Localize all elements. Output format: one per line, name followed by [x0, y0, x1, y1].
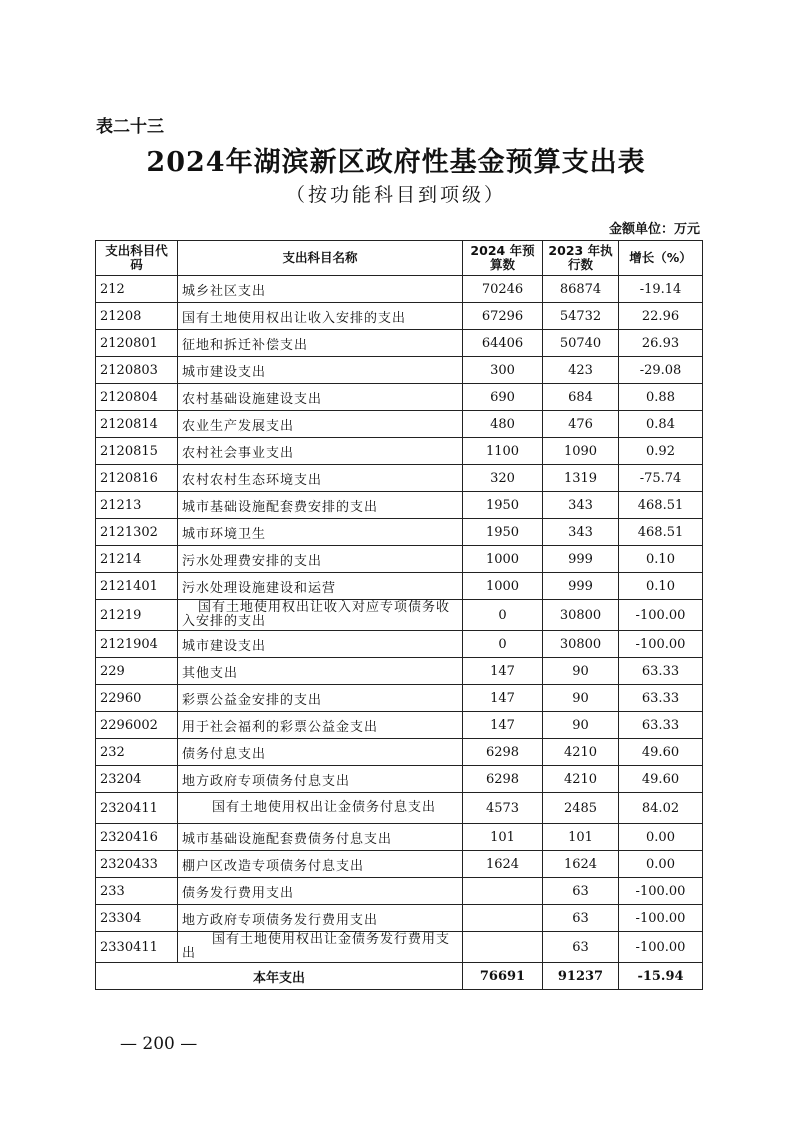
total-label: 本年支出: [96, 963, 463, 990]
row-actual: 2485: [543, 793, 619, 824]
row-code: 23304: [96, 905, 178, 932]
header-actual: 2023 年执行数: [543, 241, 619, 276]
row-name: 国有土地使用权出让金债务付息支出: [178, 793, 463, 824]
table-row: [96, 739, 703, 766]
table-row: [96, 600, 703, 631]
row-actual: 343: [543, 492, 619, 519]
row-code: 2121302: [96, 519, 178, 546]
row-budget: 147: [463, 712, 543, 739]
row-code: 2121904: [96, 631, 178, 658]
row-actual: 4210: [543, 739, 619, 766]
header-budget: 2024 年预算数: [463, 241, 543, 276]
page-subtitle: （按功能科目到项级）: [285, 184, 506, 206]
table-header-row: [96, 241, 703, 276]
row-growth: 49.60: [619, 766, 703, 793]
row-budget: 70246: [463, 276, 543, 303]
row-name: 国有土地使用权出让收入安排的支出: [178, 303, 463, 330]
row-name: 农村社会事业支出: [178, 438, 463, 465]
table-row: [96, 658, 703, 685]
table-row: [96, 573, 703, 600]
row-growth: 0.84: [619, 411, 703, 438]
row-name: 城市建设支出: [178, 631, 463, 658]
row-name: 污水处理费安排的支出: [178, 546, 463, 573]
row-name: 城市基础设施配套费安排的支出: [178, 492, 463, 519]
row-budget: 1950: [463, 492, 543, 519]
table-row: [96, 631, 703, 658]
row-name: 彩票公益金安排的支出: [178, 685, 463, 712]
row-growth: 63.33: [619, 658, 703, 685]
row-growth: 84.02: [619, 793, 703, 824]
row-actual: 999: [543, 573, 619, 600]
row-growth: 0.00: [619, 851, 703, 878]
table-row: [96, 546, 703, 573]
row-code: 21214: [96, 546, 178, 573]
header-growth: 增长（%）: [619, 241, 703, 276]
row-growth: -100.00: [619, 932, 703, 963]
total-row: [96, 963, 703, 990]
table-row: [96, 357, 703, 384]
row-growth: 468.51: [619, 492, 703, 519]
row-budget: 0: [463, 600, 543, 631]
row-actual: 90: [543, 685, 619, 712]
row-code: 2120814: [96, 411, 178, 438]
row-budget: 1000: [463, 546, 543, 573]
row-code: 22960: [96, 685, 178, 712]
row-code: 2120804: [96, 384, 178, 411]
row-name: 债务付息支出: [178, 739, 463, 766]
row-code: 2120803: [96, 357, 178, 384]
row-growth: 49.60: [619, 739, 703, 766]
row-budget: 101: [463, 824, 543, 851]
row-growth: 0.00: [619, 824, 703, 851]
row-budget: 0: [463, 631, 543, 658]
row-name: 国有土地使用权出让金债务发行费用支出: [178, 932, 463, 963]
row-growth: -100.00: [619, 905, 703, 932]
row-actual: 54732: [543, 303, 619, 330]
row-budget: 4573: [463, 793, 543, 824]
row-actual: 4210: [543, 766, 619, 793]
row-actual: 1319: [543, 465, 619, 492]
table-row: [96, 878, 703, 905]
row-growth: -100.00: [619, 878, 703, 905]
row-code: 2120815: [96, 438, 178, 465]
row-code: 2320411: [96, 793, 178, 824]
table-row: [96, 766, 703, 793]
total-actual: 91237: [543, 963, 619, 990]
header-code: 支出科目代码: [96, 241, 178, 276]
row-code: 212: [96, 276, 178, 303]
row-code: 21213: [96, 492, 178, 519]
row-name: 用于社会福利的彩票公益金支出: [178, 712, 463, 739]
row-name: 地方政府专项债务发行费用支出: [178, 905, 463, 932]
row-growth: -29.08: [619, 357, 703, 384]
row-code: 21208: [96, 303, 178, 330]
row-budget: 6298: [463, 766, 543, 793]
row-budget: 147: [463, 685, 543, 712]
row-code: 2121401: [96, 573, 178, 600]
table-row: [96, 685, 703, 712]
row-name: 农业生产发展支出: [178, 411, 463, 438]
row-actual: 999: [543, 546, 619, 573]
row-budget: 320: [463, 465, 543, 492]
row-name: 国有土地使用权出让收入对应专项债务收入安排的支出: [178, 600, 463, 631]
row-actual: 1624: [543, 851, 619, 878]
row-growth: 63.33: [619, 712, 703, 739]
row-actual: 90: [543, 658, 619, 685]
row-code: 229: [96, 658, 178, 685]
table-row: [96, 384, 703, 411]
row-name: 污水处理设施建设和运营: [178, 573, 463, 600]
budget-table: [95, 240, 703, 990]
row-growth: 0.88: [619, 384, 703, 411]
row-actual: 476: [543, 411, 619, 438]
row-code: 232: [96, 739, 178, 766]
row-code: 2296002: [96, 712, 178, 739]
table-row: [96, 438, 703, 465]
row-actual: 30800: [543, 600, 619, 631]
row-growth: 0.10: [619, 573, 703, 600]
row-growth: -100.00: [619, 631, 703, 658]
row-code: 2120816: [96, 465, 178, 492]
row-code: 21219: [96, 600, 178, 631]
total-budget: 76691: [463, 963, 543, 990]
page-title: 2024年湖滨新区政府性基金预算支出表: [146, 147, 646, 178]
table-row: [96, 465, 703, 492]
row-actual: 90: [543, 712, 619, 739]
row-name: 农村农村生态环境支出: [178, 465, 463, 492]
table-label: 表二十三: [96, 117, 164, 137]
table-row: [96, 492, 703, 519]
table-row: [96, 330, 703, 357]
row-actual: 423: [543, 357, 619, 384]
row-code: 233: [96, 878, 178, 905]
row-code: 23204: [96, 766, 178, 793]
row-name: 城市基础设施配套费债务付息支出: [178, 824, 463, 851]
row-actual: 63: [543, 878, 619, 905]
row-budget: 480: [463, 411, 543, 438]
row-budget: 64406: [463, 330, 543, 357]
row-actual: 86874: [543, 276, 619, 303]
row-actual: 101: [543, 824, 619, 851]
row-budget: 1624: [463, 851, 543, 878]
row-code: 2320416: [96, 824, 178, 851]
row-budget: 1000: [463, 573, 543, 600]
row-code: 2330411: [96, 932, 178, 963]
row-budget: 147: [463, 658, 543, 685]
row-actual: 63: [543, 905, 619, 932]
table-row: [96, 932, 703, 963]
row-budget: 690: [463, 384, 543, 411]
row-code: 2320433: [96, 851, 178, 878]
table-row: [96, 519, 703, 546]
row-growth: 22.96: [619, 303, 703, 330]
row-name: 棚户区改造专项债务付息支出: [178, 851, 463, 878]
row-budget: [463, 932, 543, 963]
row-budget: 1950: [463, 519, 543, 546]
row-growth: 0.10: [619, 546, 703, 573]
row-name: 其他支出: [178, 658, 463, 685]
row-name: 城乡社区支出: [178, 276, 463, 303]
row-name: 城市环境卫生: [178, 519, 463, 546]
table-row: [96, 712, 703, 739]
row-growth: -100.00: [619, 600, 703, 631]
row-growth: 468.51: [619, 519, 703, 546]
row-growth: -75.74: [619, 465, 703, 492]
row-budget: [463, 878, 543, 905]
row-actual: 50740: [543, 330, 619, 357]
table-row: [96, 276, 703, 303]
row-name: 农村基础设施建设支出: [178, 384, 463, 411]
row-name: 征地和拆迁补偿支出: [178, 330, 463, 357]
page-number: — 200 —: [120, 1034, 198, 1054]
table-row: [96, 824, 703, 851]
table-row: [96, 303, 703, 330]
header-name: 支出科目名称: [178, 241, 463, 276]
row-budget: 67296: [463, 303, 543, 330]
row-actual: 343: [543, 519, 619, 546]
row-growth: 0.92: [619, 438, 703, 465]
row-growth: -19.14: [619, 276, 703, 303]
row-name: 城市建设支出: [178, 357, 463, 384]
total-growth: -15.94: [619, 963, 703, 990]
row-growth: 26.93: [619, 330, 703, 357]
unit-label: 金额单位：万元: [608, 222, 700, 237]
table-row: [96, 793, 703, 824]
row-code: 2120801: [96, 330, 178, 357]
row-actual: 63: [543, 932, 619, 963]
row-actual: 684: [543, 384, 619, 411]
row-budget: 300: [463, 357, 543, 384]
row-budget: 6298: [463, 739, 543, 766]
row-actual: 1090: [543, 438, 619, 465]
table-row: [96, 905, 703, 932]
row-name: 地方政府专项债务付息支出: [178, 766, 463, 793]
row-budget: 1100: [463, 438, 543, 465]
row-budget: [463, 905, 543, 932]
table-row: [96, 851, 703, 878]
table-row: [96, 411, 703, 438]
row-actual: 30800: [543, 631, 619, 658]
row-growth: 63.33: [619, 685, 703, 712]
row-name: 债务发行费用支出: [178, 878, 463, 905]
